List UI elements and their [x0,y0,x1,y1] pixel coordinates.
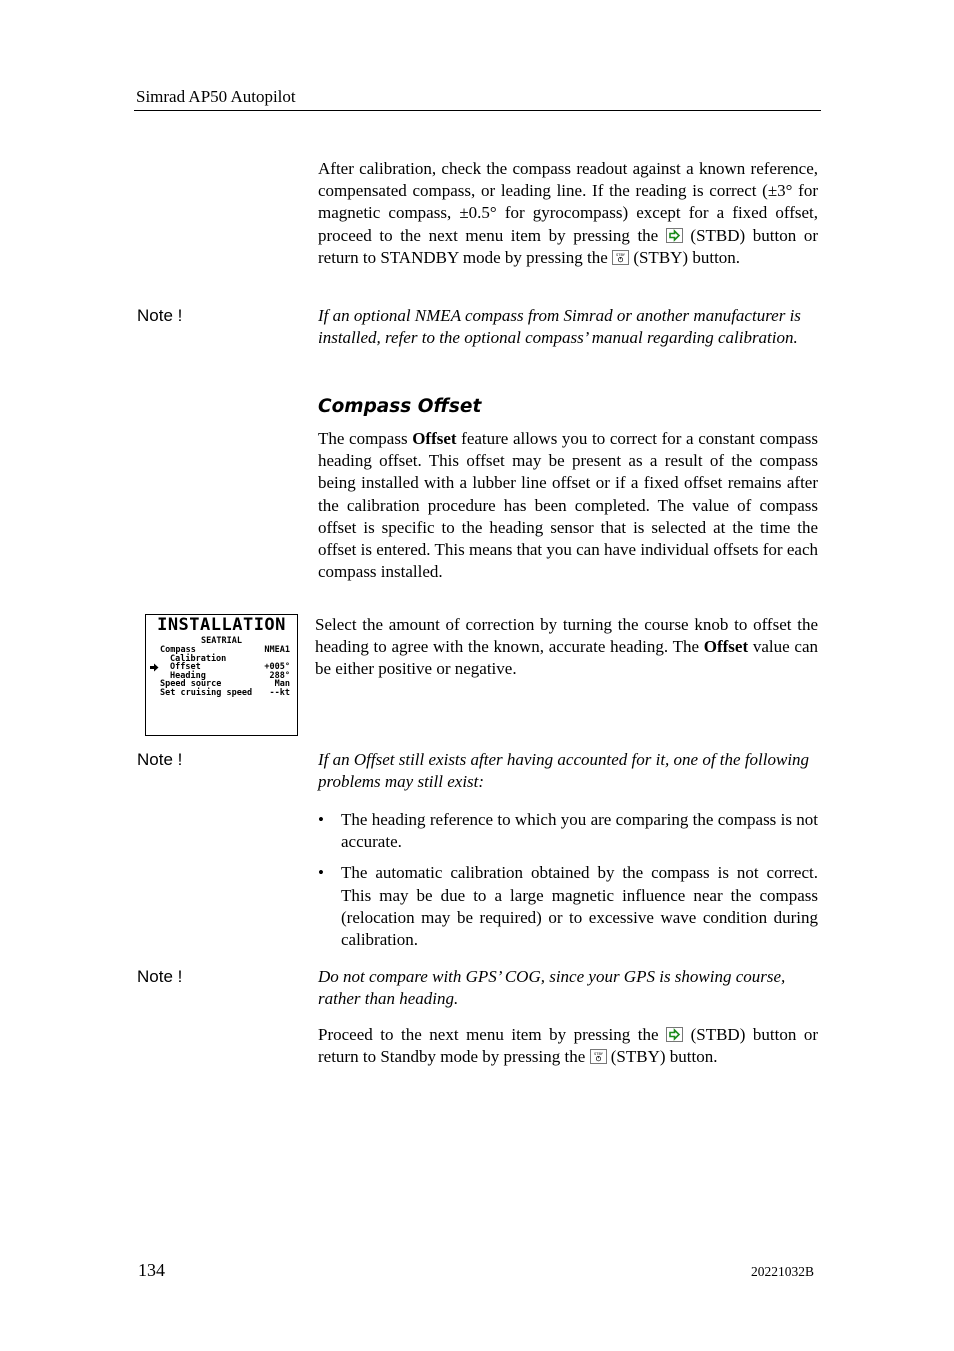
bullet-text: The automatic calibration obtained by the compass is not correct. This may be due to a large magnetic influence near the compass (relocation may be required) or to excessive wave condition during calibration. [341,863,818,950]
p2-pre: The compass [318,429,413,448]
document-number: 20221032B [751,1264,815,1279]
lcd-row-label: Compass [160,645,196,655]
lcd-row-value: NMEA1 [264,645,290,655]
stby-icon-text: STBY [593,1052,603,1057]
stby-button-icon [590,1049,607,1064]
p1-stby-label: (STBY) button. [633,247,741,267]
list-item [318,862,818,951]
lcd-row-label: Speed source [160,679,222,689]
lcd-row-label: Heading [170,670,206,681]
lcd-subtitle: SEATRIAL [201,636,242,646]
list-item [318,809,818,853]
lcd-row-cruising-speed [160,689,290,698]
problem-list [318,809,818,951]
bullet-dot: • [318,863,324,883]
installation-lcd-display [145,614,298,736]
stbd-arrow-icon [666,228,683,243]
note-label-2: Note ! [137,750,183,769]
select-correction-paragraph [315,614,818,681]
note-2-text: If an Offset still exists after having accounted for it, one of the following problems may still exist: [318,750,810,792]
bullet-dot: • [318,810,324,829]
note-3-text: Do not compare with GPS’ COG, since your GPS is showing course, rather than heading. [318,967,786,1009]
p1-stbd-label: (STBD) button or return to STANDBY mode by pressing the [318,225,818,267]
p4-stby-label: (STBY) button. [610,1047,718,1067]
p4-stbd-label: (STBD) button or return to Standby mode by pressing the [318,1025,818,1067]
calibration-check-paragraph [318,158,818,269]
lcd-row-label: Set cruising speed [160,687,253,698]
proceed-paragraph [318,1024,818,1068]
lcd-selection-arrow-icon [150,663,159,672]
p2-post: feature allows you to correct for a constant compass heading offset. This offset may be present as a result of the compass being installed with a lubber line offset or if a fixed offset remains after the calibration procedure has been completed. The value of compass offset is specific to the heading sensor that is selected at the time the offset is entered. This means that you can have individual offsets for each compass installed. [318,429,818,582]
stbd-arrow-icon [666,1027,683,1042]
note-label-1: Note ! [137,306,183,325]
lcd-row-value: Man [274,679,290,689]
stby-button-icon [612,250,629,265]
running-header: Simrad AP50 Autopilot [136,87,296,106]
lcd-row-label: Offset [170,662,201,672]
p3-pre: Select the amount of correction by turning the course knob to offset the heading to agree with the known, accurate heading. The [315,615,818,657]
p3-post: value can be either positive or negative. [315,637,818,679]
p4-text: Proceed to the next menu item by pressing the [318,1025,667,1044]
header-rule [134,110,821,111]
note-1-text: If an optional NMEA compass from Simrad or another manufacturer is installed, refer to the optional compass’ manual regarding calibration. [318,306,801,348]
bullet-text: The heading reference to which you are comparing the compass is not accurate. [341,810,818,852]
page-number: 134 [138,1260,165,1280]
lcd-row-label: Calibration [170,653,227,664]
lcd-title: INSTALLATION [157,615,286,635]
p3-offset-bold: Offset [703,637,749,657]
lcd-row-value: 288° [269,670,290,681]
lcd-row-value: +005° [264,662,290,672]
note-label-3: Note ! [137,967,183,986]
p1-text: After calibration, check the compass readout against a known reference, compensated compass, or leading line. If the reading is correct (±3° for magnetic compass, ±0.5° for gyrocompass) except for a fixed offset, proceed to the next menu item by pressing the [318,159,818,245]
p2-offset-bold: Offset [412,429,457,448]
offset-description-paragraph [318,428,818,583]
section-heading-compass-offset: Compass Offset [318,396,482,417]
lcd-row-value: --kt [269,687,290,698]
stby-icon-text: STBY [616,252,626,257]
